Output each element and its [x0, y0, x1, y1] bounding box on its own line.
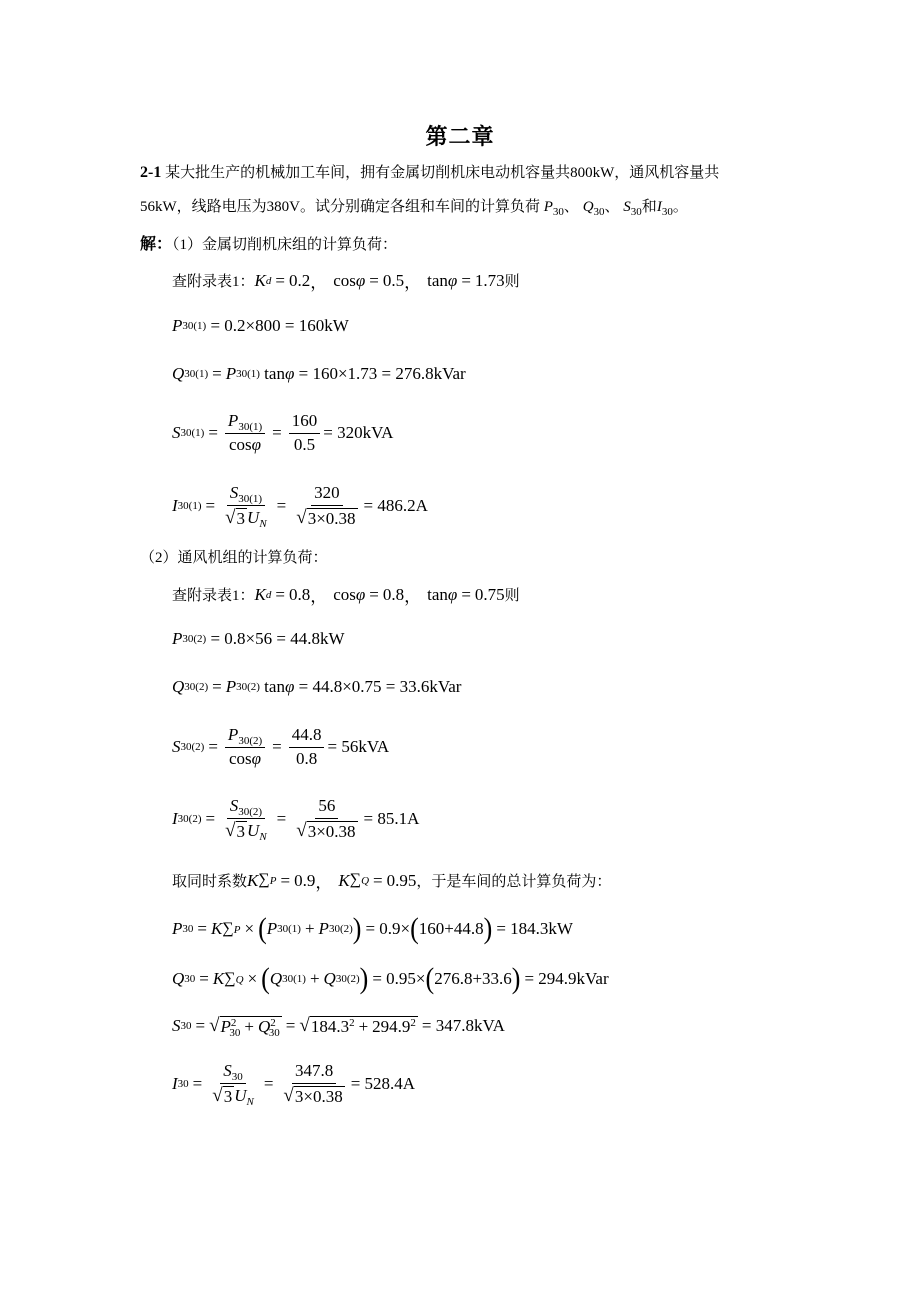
s30-1-denominator: 0.5 — [293, 434, 316, 454]
total-s30-equation: S 30 = √ $P^2_{30} + Q^2_{30}$ = √ $184.3^2 + 294.9^2$ = 347.8kVA — [172, 1015, 505, 1039]
i30-result: = 528.4A — [350, 1074, 416, 1094]
i30-2-result: = 85.1A — [363, 809, 420, 829]
separator: 、 — [563, 199, 579, 215]
cos-value: 0.5 — [382, 270, 405, 290]
problem-line-1 — [140, 165, 719, 181]
part2-q30-equation: Q 30(2) = P 30(2) tan φ = 44.8×0.75 = 33.6kVar — [172, 677, 462, 696]
lookup-suffix: 则 — [504, 588, 520, 604]
q30-inner: 276.8+33.6 — [434, 969, 512, 988]
lookup-suffix: 则 — [504, 274, 520, 290]
lookup-prefix: 查附录表1： — [172, 588, 255, 604]
part1-p30-equation: P 30(1) = 0.2×800 = 160kW — [172, 316, 349, 335]
part1-i30-equation: I 30(1) = $S_{30(1)}$ √ 3 $U_N$ = 320 √ 3×0.38 = 486.2A — [172, 483, 428, 530]
s30-result: = 347.8kVA — [421, 1016, 505, 1036]
intro-prefix: 取同时系数 — [172, 874, 248, 890]
p30-inner: 160+44.8 — [418, 919, 484, 938]
kd-value: 0.8 — [288, 584, 311, 604]
separator: 、 — [604, 199, 620, 215]
q30-2-expr: = 44.8×0.75 = 33.6kVar — [298, 677, 462, 696]
part1-s30-equation: S 30(1) = $\frac{P_{30(1)}}{\cos\varphi}$ = $\frac{160}{0.5}$ = 320kVA — [172, 411, 394, 454]
part1-lookup: 查附录表1： K d = 0.2 ， cosφ = 0.5 ， tanφ = 1.73 则 — [172, 270, 520, 292]
chapter-title: 第二章 — [425, 124, 495, 149]
kp-value: 0.9 — [294, 870, 316, 890]
part1-heading-line — [140, 237, 397, 253]
cos-value: 0.8 — [382, 584, 405, 604]
problem-id: 2-1 — [140, 164, 162, 181]
total-p30-equation: P 30 = K ∑P × ( P 30(1) + P 30(2) ) = 0.9× ( 160+44.8 ) = 184.3kW — [172, 911, 573, 946]
part2-s30-equation: S 30(2) = $\frac{P_{30(2)}}{\cos\varphi}$ = $\frac{44.8}{0.8}$ = 56kVA — [172, 725, 390, 768]
s30-2-numerator: 44.8 — [289, 726, 325, 748]
kq-value: 0.95 — [386, 870, 417, 890]
i30-2-denominator: 3×0.38 — [307, 821, 356, 841]
p30-coef: = 0.9× — [365, 919, 411, 938]
q30-1-expr: = 160×1.73 = 276.8kVar — [298, 364, 466, 383]
p30-2-expr: = 0.8×56 = 44.8kW — [210, 629, 345, 648]
s30-1-result: = 320kVA — [323, 423, 394, 443]
tan-value: 0.75 — [474, 584, 505, 604]
solution-label: 解： — [140, 236, 173, 253]
tan-value: 1.73 — [474, 270, 505, 290]
p30-result: = 184.3kW — [496, 919, 573, 938]
s30-1-numerator: 160 — [289, 412, 321, 434]
intro-suffix: ，于是车间的总计算负荷为： — [416, 874, 612, 890]
s30-2-denominator: 0.8 — [295, 748, 318, 768]
part2-p30-equation: P 30(2) = 0.8×56 = 44.8kW — [172, 629, 345, 648]
part2-heading: （2）通风机组的计算负荷： — [140, 550, 328, 566]
i30-1-denominator: 3×0.38 — [307, 508, 356, 528]
p30-1-expr: = 0.2×800 = 160kW — [210, 316, 349, 335]
total-q30-equation: Q 30 = K ∑Q × ( Q 30(1) + Q 30(2) ) = 0.95× ( 276.8+33.6 ) = 294.9kVar — [172, 961, 609, 996]
conjunction: 和 — [641, 199, 657, 215]
s30-2-result: = 56kVA — [327, 737, 390, 757]
kd-value: 0.2 — [288, 270, 311, 290]
q30-coef: = 0.95× — [372, 969, 426, 988]
total-i30-equation: I 30 = $S_{30}$ √ 3 $U_N$ = 347.8 √ 3×0.38 = 528.4A — [172, 1061, 416, 1108]
problem-line-2: 56kW，线路电压为380V。试分别确定各组和车间的计算负荷 $P_{30}$、 $Q_{30}$、 $S_{30}$和$I_{30}$。 — [140, 199, 688, 218]
part2-i30-equation: I 30(2) = $S_{30(2)}$ √ 3 $U_N$ = 56 √ 3×0.38 = 85.1A — [172, 796, 420, 843]
i30-1-result: = 486.2A — [363, 496, 428, 516]
s30-inner-1: 184.3 — [310, 1017, 350, 1036]
q30-result: = 294.9kVar — [524, 969, 609, 988]
period: 。 — [672, 199, 688, 215]
s30-inner-2: 294.9 — [372, 1017, 411, 1036]
part1-heading: （1）金属切削机床组的计算负荷： — [172, 237, 398, 253]
lookup-prefix: 查附录表1： — [172, 274, 255, 290]
total-intro: 取同时系数 K ∑P = 0.9 ， K ∑Q = 0.95 ，于是车间的总计算负荷为： — [172, 870, 612, 892]
problem-text-2: 56kW，线路电压为380V。试分别确定各组和车间的计算负荷 — [140, 199, 540, 215]
i30-denominator: 3×0.38 — [294, 1086, 343, 1106]
i30-numerator: 347.8 — [292, 1062, 336, 1084]
part2-lookup: 查附录表1： K d = 0.8 ， cosφ = 0.8 ， tanφ = 0.75 则 — [172, 584, 520, 606]
i30-2-numerator: 56 — [315, 797, 338, 819]
part1-q30-equation: Q 30(1) = P 30(1) tan φ = 160×1.73 = 276.8kVar — [172, 364, 466, 383]
problem-text-1: 某大批生产的机械加工车间，拥有金属切削机床电动机容量共800kW，通风机容量共 — [165, 165, 720, 181]
i30-1-numerator: 320 — [311, 484, 343, 506]
